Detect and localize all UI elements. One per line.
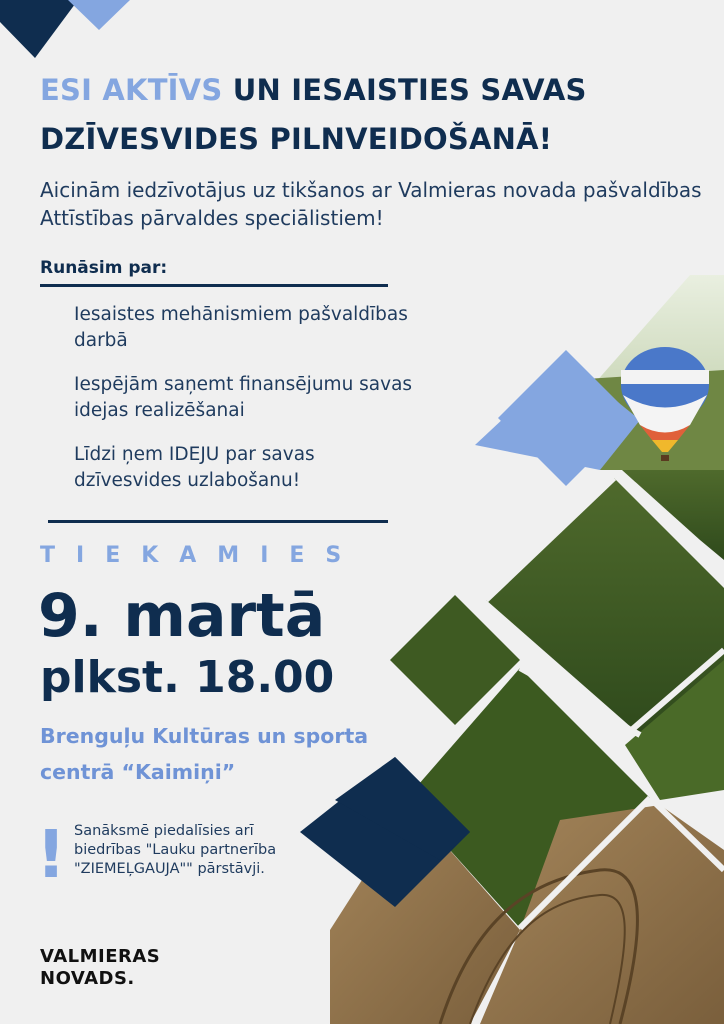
meeting-place: Brenguļu Kultūras un sporta centrā “Kaimiņi”: [40, 724, 369, 784]
note-text: Sanāksmē piedalīsies arī biedrības "Lauku partnerība "ZIEMEĻGAUJA"" pārstāvji.: [74, 823, 277, 877]
meeting-time: plkst. 18.00: [40, 652, 335, 703]
topic-item: Iespējām saņemt finansējumu savas idejas realizēšanai: [74, 374, 413, 421]
topic-item: Iesaistes mehānismiem pašvaldības darbā: [74, 304, 408, 351]
topics-divider-bottom: [48, 520, 388, 523]
headline: [40, 66, 710, 164]
headline-accent: ESI AKTĪVS: [40, 73, 223, 107]
topics-list: [74, 302, 414, 512]
topics-divider-top: [40, 284, 388, 287]
logo-line-2: NOVADS.: [40, 968, 135, 989]
headline-line-1-rest: UN IESAISTIES SAVAS: [222, 73, 587, 107]
intro-text: Aicinām iedzīvotājus uz tikšanos ar Valmieras novada pašvaldības Attīstības pārvaldes speciālistiem!: [40, 178, 702, 230]
meeting-date: 9. martā: [38, 581, 326, 651]
headline-line-1: [40, 66, 710, 115]
meeting-lead: TIEKAMIES: [40, 543, 363, 568]
exclamation-icon: !: [36, 816, 67, 893]
logo-line-1: VALMIERAS: [40, 946, 161, 967]
headline-line-2: DZĪVESVIDES PILNVEIDOŠANĀ!: [40, 122, 553, 156]
topics-heading: Runāsim par:: [40, 258, 168, 278]
topic-item: Līdzi ņem IDEJU par savas dzīvesvides uzlabošanu!: [74, 444, 315, 491]
valmieras-novads-logo: [40, 946, 160, 990]
